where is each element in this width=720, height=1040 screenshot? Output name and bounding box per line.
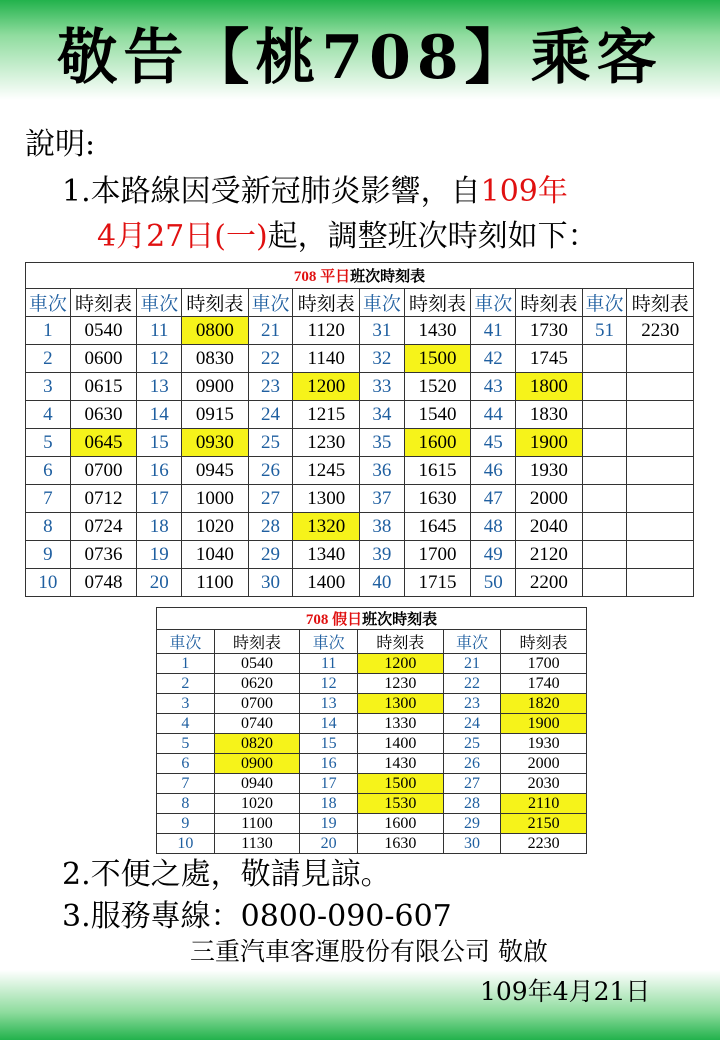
table-row bbox=[157, 774, 587, 794]
departure-time-cell bbox=[627, 569, 694, 597]
table-row bbox=[157, 834, 587, 854]
departure-time-cell: 1630 bbox=[358, 834, 444, 854]
table-row bbox=[26, 457, 694, 485]
departure-time-cell: 0830 bbox=[182, 345, 249, 373]
item1-line2 bbox=[97, 217, 598, 257]
departure-time-cell: 1140 bbox=[293, 345, 360, 373]
run-number-cell: 9 bbox=[26, 541, 71, 569]
run-number-cell: 4 bbox=[157, 714, 215, 734]
table-row bbox=[26, 373, 694, 401]
departure-time-cell: 0945 bbox=[182, 457, 249, 485]
departure-time-cell bbox=[627, 513, 694, 541]
run-number-cell: 32 bbox=[359, 345, 404, 373]
run-number-cell: 6 bbox=[157, 754, 215, 774]
item1-line1 bbox=[62, 172, 568, 212]
departure-time-cell: 0748 bbox=[70, 569, 137, 597]
run-number-cell: 33 bbox=[359, 373, 404, 401]
table-row bbox=[157, 734, 587, 754]
run-number-cell: 42 bbox=[471, 345, 516, 373]
departure-time-cell: 1500 bbox=[404, 345, 471, 373]
departure-time-cell: 1400 bbox=[293, 569, 360, 597]
table-row bbox=[157, 754, 587, 774]
run-number-cell: 23 bbox=[248, 373, 293, 401]
run-number-cell: 35 bbox=[359, 429, 404, 457]
departure-time-cell: 1540 bbox=[404, 401, 471, 429]
column-header-run: 車次 bbox=[157, 630, 215, 654]
run-number-cell: 48 bbox=[471, 513, 516, 541]
table-row bbox=[26, 513, 694, 541]
departure-time-cell: 0700 bbox=[214, 694, 300, 714]
run-number-cell: 51 bbox=[582, 317, 627, 345]
column-header-run: 車次 bbox=[137, 289, 182, 317]
column-header-time: 時刻表 bbox=[627, 289, 694, 317]
run-number-cell: 47 bbox=[471, 485, 516, 513]
run-number-cell: 21 bbox=[443, 654, 501, 674]
run-number-cell: 14 bbox=[137, 401, 182, 429]
departure-time-cell: 1200 bbox=[293, 373, 360, 401]
departure-time-cell: 1740 bbox=[501, 674, 587, 694]
departure-time-cell: 2000 bbox=[501, 754, 587, 774]
departure-time-cell: 0724 bbox=[70, 513, 137, 541]
run-number-cell: 12 bbox=[137, 345, 182, 373]
run-number-cell: 16 bbox=[137, 457, 182, 485]
departure-time-cell: 1715 bbox=[404, 569, 471, 597]
table-row bbox=[157, 654, 587, 674]
departure-time-cell: 1215 bbox=[293, 401, 360, 429]
departure-time-cell bbox=[627, 401, 694, 429]
departure-time-cell: 1520 bbox=[404, 373, 471, 401]
run-number-cell: 20 bbox=[300, 834, 358, 854]
run-number-cell: 45 bbox=[471, 429, 516, 457]
departure-time-cell: 1040 bbox=[182, 541, 249, 569]
intro-label: 說明: bbox=[25, 127, 96, 162]
run-number-cell bbox=[582, 429, 627, 457]
departure-time-cell: 1645 bbox=[404, 513, 471, 541]
departure-time-cell: 2110 bbox=[501, 794, 587, 814]
holiday-caption: 708 假日班次時刻表 bbox=[157, 608, 587, 630]
run-number-cell: 9 bbox=[157, 814, 215, 834]
run-number-cell bbox=[582, 457, 627, 485]
run-number-cell: 19 bbox=[137, 541, 182, 569]
run-number-cell: 16 bbox=[300, 754, 358, 774]
run-number-cell: 17 bbox=[137, 485, 182, 513]
run-number-cell: 41 bbox=[471, 317, 516, 345]
run-number-cell: 13 bbox=[137, 373, 182, 401]
departure-time-cell: 0915 bbox=[182, 401, 249, 429]
departure-time-cell: 1820 bbox=[501, 694, 587, 714]
run-number-cell: 12 bbox=[300, 674, 358, 694]
departure-time-cell: 1600 bbox=[404, 429, 471, 457]
departure-time-cell: 2030 bbox=[501, 774, 587, 794]
departure-time-cell: 2000 bbox=[516, 485, 583, 513]
table-row bbox=[157, 794, 587, 814]
item1-date: 4月27日(一) bbox=[97, 219, 268, 254]
run-number-cell: 15 bbox=[137, 429, 182, 457]
column-header-run: 車次 bbox=[471, 289, 516, 317]
run-number-cell: 23 bbox=[443, 694, 501, 714]
run-number-cell: 49 bbox=[471, 541, 516, 569]
holiday-timetable bbox=[156, 607, 587, 854]
run-number-cell: 7 bbox=[157, 774, 215, 794]
table-row bbox=[26, 541, 694, 569]
column-header-run: 車次 bbox=[359, 289, 404, 317]
departure-time-cell bbox=[627, 373, 694, 401]
departure-time-cell bbox=[627, 345, 694, 373]
table-row bbox=[26, 317, 694, 345]
run-number-cell: 27 bbox=[443, 774, 501, 794]
run-number-cell bbox=[582, 569, 627, 597]
departure-time-cell: 0700 bbox=[70, 457, 137, 485]
run-number-cell: 46 bbox=[471, 457, 516, 485]
run-number-cell: 5 bbox=[26, 429, 71, 457]
weekday-caption: 708 平日班次時刻表 bbox=[26, 263, 694, 289]
run-number-cell: 25 bbox=[248, 429, 293, 457]
table-row bbox=[157, 674, 587, 694]
departure-time-cell: 1100 bbox=[214, 814, 300, 834]
run-number-cell: 22 bbox=[443, 674, 501, 694]
run-number-cell bbox=[582, 513, 627, 541]
departure-time-cell: 1530 bbox=[358, 794, 444, 814]
weekday-timetable bbox=[25, 262, 694, 597]
departure-time-cell bbox=[627, 429, 694, 457]
run-number-cell: 7 bbox=[26, 485, 71, 513]
departure-time-cell: 0820 bbox=[214, 734, 300, 754]
run-number-cell bbox=[582, 401, 627, 429]
departure-time-cell bbox=[627, 485, 694, 513]
departure-time-cell: 1900 bbox=[501, 714, 587, 734]
departure-time-cell: 1600 bbox=[358, 814, 444, 834]
run-number-cell: 37 bbox=[359, 485, 404, 513]
run-number-cell: 22 bbox=[248, 345, 293, 373]
departure-time-cell: 0800 bbox=[182, 317, 249, 345]
departure-time-cell: 1120 bbox=[293, 317, 360, 345]
notice-title: 敬告【桃708】乘客 bbox=[57, 23, 663, 93]
run-number-cell: 8 bbox=[157, 794, 215, 814]
departure-time-cell: 1800 bbox=[516, 373, 583, 401]
run-number-cell: 28 bbox=[443, 794, 501, 814]
run-number-cell: 28 bbox=[248, 513, 293, 541]
departure-time-cell: 1020 bbox=[182, 513, 249, 541]
item3-service-line: 3.服務專線：0800-090-607 bbox=[62, 899, 452, 934]
run-number-cell bbox=[582, 345, 627, 373]
departure-time-cell: 1630 bbox=[404, 485, 471, 513]
run-number-cell: 18 bbox=[300, 794, 358, 814]
column-header-time: 時刻表 bbox=[70, 289, 137, 317]
run-number-cell: 19 bbox=[300, 814, 358, 834]
run-number-cell: 38 bbox=[359, 513, 404, 541]
departure-time-cell: 1340 bbox=[293, 541, 360, 569]
departure-time-cell: 1245 bbox=[293, 457, 360, 485]
run-number-cell: 14 bbox=[300, 714, 358, 734]
run-number-cell: 5 bbox=[157, 734, 215, 754]
departure-time-cell: 1930 bbox=[501, 734, 587, 754]
run-number-cell: 18 bbox=[137, 513, 182, 541]
column-header-run: 車次 bbox=[248, 289, 293, 317]
table-row bbox=[157, 694, 587, 714]
departure-time-cell: 1400 bbox=[358, 734, 444, 754]
run-number-cell bbox=[582, 541, 627, 569]
run-number-cell: 25 bbox=[443, 734, 501, 754]
departure-time-cell: 2040 bbox=[516, 513, 583, 541]
column-header-time: 時刻表 bbox=[182, 289, 249, 317]
run-number-cell: 34 bbox=[359, 401, 404, 429]
run-number-cell: 8 bbox=[26, 513, 71, 541]
departure-time-cell: 2230 bbox=[627, 317, 694, 345]
departure-time-cell bbox=[627, 457, 694, 485]
departure-time-cell: 0630 bbox=[70, 401, 137, 429]
departure-time-cell: 1730 bbox=[516, 317, 583, 345]
departure-time-cell: 0736 bbox=[70, 541, 137, 569]
run-number-cell: 11 bbox=[137, 317, 182, 345]
departure-time-cell: 0712 bbox=[70, 485, 137, 513]
departure-time-cell: 1200 bbox=[358, 654, 444, 674]
departure-time-cell: 1700 bbox=[404, 541, 471, 569]
departure-time-cell: 1130 bbox=[214, 834, 300, 854]
departure-time-cell: 1430 bbox=[404, 317, 471, 345]
departure-time-cell: 1300 bbox=[293, 485, 360, 513]
departure-time-cell: 2120 bbox=[516, 541, 583, 569]
column-header-run: 車次 bbox=[582, 289, 627, 317]
departure-time-cell: 0930 bbox=[182, 429, 249, 457]
table-row bbox=[157, 714, 587, 734]
run-number-cell: 2 bbox=[26, 345, 71, 373]
run-number-cell: 20 bbox=[137, 569, 182, 597]
run-number-cell: 17 bbox=[300, 774, 358, 794]
departure-time-cell: 1900 bbox=[516, 429, 583, 457]
departure-time-cell: 1745 bbox=[516, 345, 583, 373]
table-row bbox=[26, 569, 694, 597]
departure-time-cell: 1500 bbox=[358, 774, 444, 794]
run-number-cell: 1 bbox=[157, 654, 215, 674]
departure-time-cell: 0600 bbox=[70, 345, 137, 373]
run-number-cell: 30 bbox=[443, 834, 501, 854]
company-signature: 三重汽車客運股份有限公司 敬啟 bbox=[190, 937, 548, 966]
departure-time-cell: 1700 bbox=[501, 654, 587, 674]
column-header-time: 時刻表 bbox=[358, 630, 444, 654]
run-number-cell: 6 bbox=[26, 457, 71, 485]
departure-time-cell: 1615 bbox=[404, 457, 471, 485]
item1-prefix: 1.本路線因受新冠肺炎影響，自 bbox=[62, 174, 481, 209]
run-number-cell: 10 bbox=[157, 834, 215, 854]
departure-time-cell: 0645 bbox=[70, 429, 137, 457]
departure-time-cell: 1230 bbox=[358, 674, 444, 694]
departure-time-cell: 1100 bbox=[182, 569, 249, 597]
run-number-cell bbox=[582, 485, 627, 513]
departure-time-cell: 0540 bbox=[214, 654, 300, 674]
run-number-cell: 3 bbox=[26, 373, 71, 401]
run-number-cell: 15 bbox=[300, 734, 358, 754]
item2-text: 2.不便之處，敬請見諒。 bbox=[62, 857, 391, 892]
departure-time-cell: 0615 bbox=[70, 373, 137, 401]
departure-time-cell: 1330 bbox=[358, 714, 444, 734]
run-number-cell: 24 bbox=[248, 401, 293, 429]
run-number-cell: 11 bbox=[300, 654, 358, 674]
run-number-cell bbox=[582, 373, 627, 401]
column-header-run: 車次 bbox=[443, 630, 501, 654]
table-row bbox=[26, 429, 694, 457]
run-number-cell: 44 bbox=[471, 401, 516, 429]
run-number-cell: 3 bbox=[157, 694, 215, 714]
departure-time-cell: 1830 bbox=[516, 401, 583, 429]
departure-time-cell: 1320 bbox=[293, 513, 360, 541]
run-number-cell: 30 bbox=[248, 569, 293, 597]
departure-time-cell: 0620 bbox=[214, 674, 300, 694]
departure-time-cell: 1000 bbox=[182, 485, 249, 513]
departure-time-cell: 1930 bbox=[516, 457, 583, 485]
run-number-cell: 4 bbox=[26, 401, 71, 429]
departure-time-cell: 2150 bbox=[501, 814, 587, 834]
run-number-cell: 31 bbox=[359, 317, 404, 345]
column-header-time: 時刻表 bbox=[214, 630, 300, 654]
departure-time-cell: 0540 bbox=[70, 317, 137, 345]
table-row bbox=[157, 814, 587, 834]
departure-time-cell: 1300 bbox=[358, 694, 444, 714]
notice-date: 109年4月21日 bbox=[480, 977, 651, 1006]
run-number-cell: 1 bbox=[26, 317, 71, 345]
table-row bbox=[26, 345, 694, 373]
run-number-cell: 29 bbox=[248, 541, 293, 569]
run-number-cell: 26 bbox=[443, 754, 501, 774]
departure-time-cell: 1230 bbox=[293, 429, 360, 457]
column-header-run: 車次 bbox=[300, 630, 358, 654]
departure-time-cell: 0900 bbox=[182, 373, 249, 401]
run-number-cell: 24 bbox=[443, 714, 501, 734]
run-number-cell: 26 bbox=[248, 457, 293, 485]
column-header-time: 時刻表 bbox=[293, 289, 360, 317]
departure-time-cell: 0940 bbox=[214, 774, 300, 794]
run-number-cell: 29 bbox=[443, 814, 501, 834]
departure-time-cell bbox=[627, 541, 694, 569]
run-number-cell: 43 bbox=[471, 373, 516, 401]
run-number-cell: 27 bbox=[248, 485, 293, 513]
departure-time-cell: 0900 bbox=[214, 754, 300, 774]
run-number-cell: 50 bbox=[471, 569, 516, 597]
column-header-run: 車次 bbox=[26, 289, 71, 317]
departure-time-cell: 1430 bbox=[358, 754, 444, 774]
departure-time-cell: 1020 bbox=[214, 794, 300, 814]
table-row bbox=[26, 401, 694, 429]
run-number-cell: 10 bbox=[26, 569, 71, 597]
item1-year: 109年 bbox=[480, 174, 568, 209]
column-header-time: 時刻表 bbox=[404, 289, 471, 317]
table-row bbox=[26, 485, 694, 513]
run-number-cell: 39 bbox=[359, 541, 404, 569]
run-number-cell: 13 bbox=[300, 694, 358, 714]
run-number-cell: 40 bbox=[359, 569, 404, 597]
column-header-time: 時刻表 bbox=[501, 630, 587, 654]
departure-time-cell: 2230 bbox=[501, 834, 587, 854]
run-number-cell: 21 bbox=[248, 317, 293, 345]
column-header-time: 時刻表 bbox=[516, 289, 583, 317]
run-number-cell: 2 bbox=[157, 674, 215, 694]
item1-suffix: 起，調整班次時刻如下： bbox=[267, 219, 598, 254]
run-number-cell: 36 bbox=[359, 457, 404, 485]
departure-time-cell: 2200 bbox=[516, 569, 583, 597]
departure-time-cell: 0740 bbox=[214, 714, 300, 734]
